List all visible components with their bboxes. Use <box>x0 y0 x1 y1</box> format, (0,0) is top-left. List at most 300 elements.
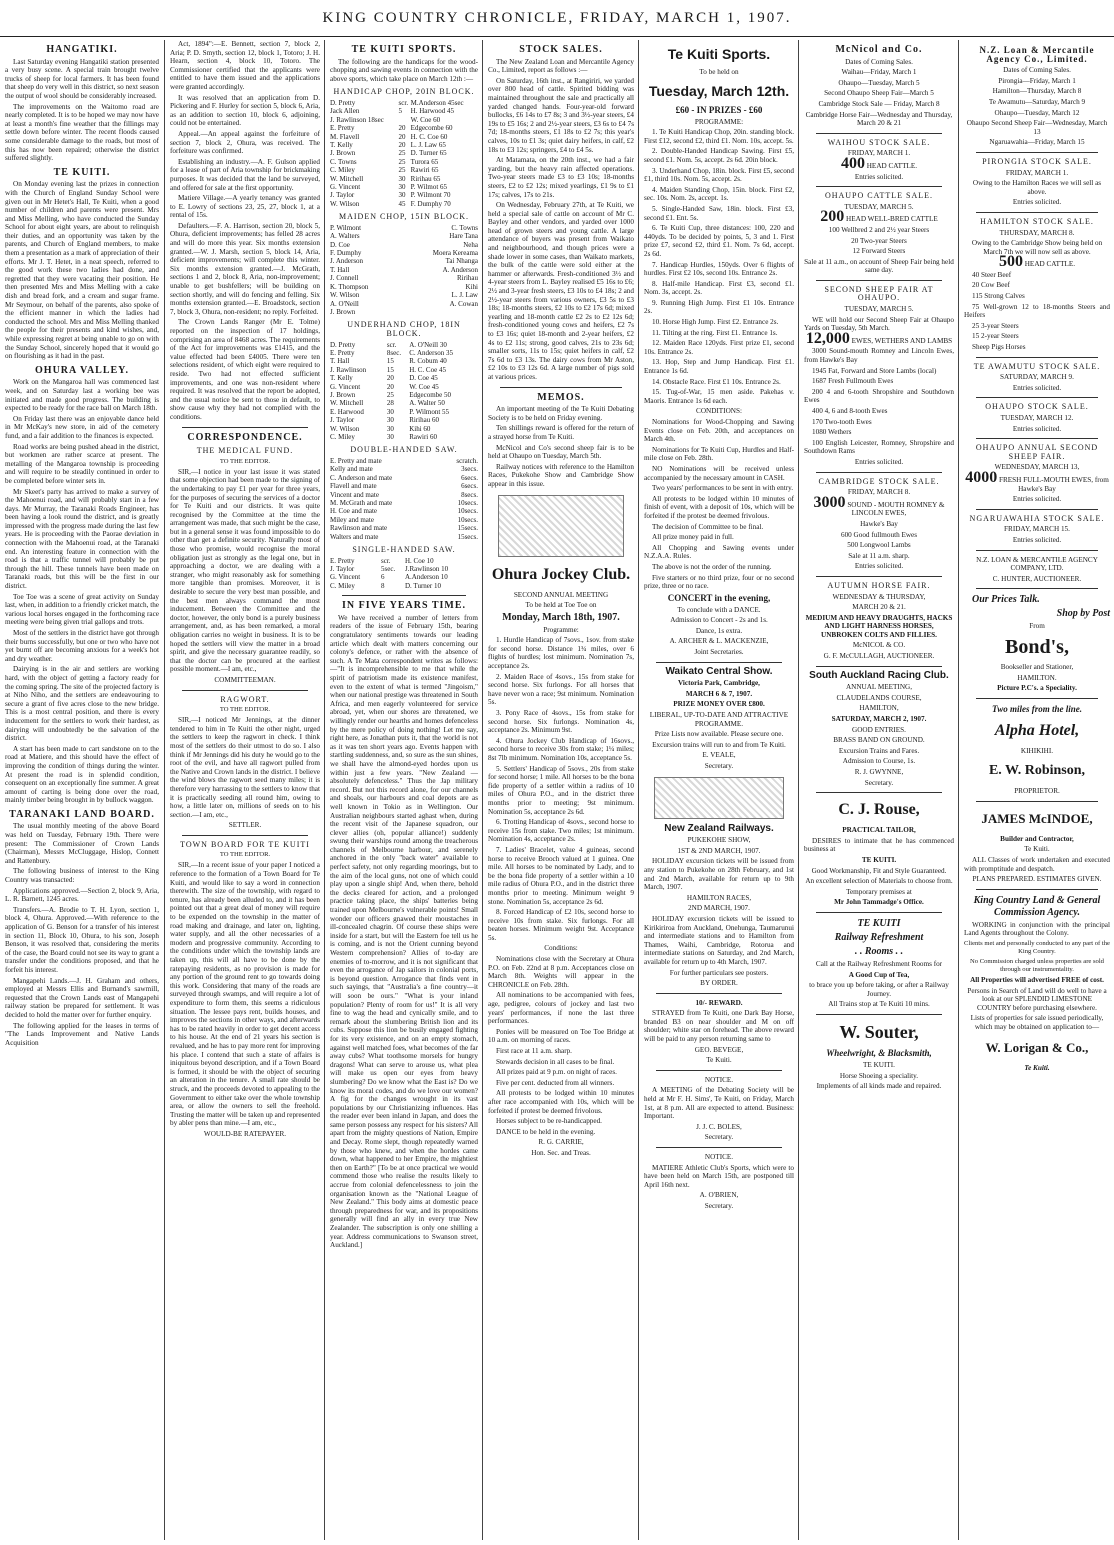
ohura-secretary: R. G. CARRIE, <box>538 1138 584 1147</box>
table-cell: Edgecombe 50 <box>409 390 451 399</box>
refreshment-title-3: . . Rooms . . <box>854 945 904 957</box>
paragraph: Sheep Pigs Horses <box>972 343 1026 352</box>
paragraph: 2. Double-Handed Handicap Sawing. First £5, second £1. Nom. 5s, accept. 2s 6d. 20in block. <box>644 147 794 164</box>
table-cell: E. Pretty <box>330 556 355 565</box>
entries-solicited: Entries solicited. <box>854 172 904 181</box>
sports-intro: The following are the handicaps for the wood-chopping and sawing events in connection with the above sports, which take place on March 12th :— <box>330 57 478 83</box>
reward-signature: GEO. BEVEGE, <box>694 1045 744 1054</box>
table-row <box>330 465 478 473</box>
paragraph: Horses subject to be re-handicapped. <box>496 1117 602 1126</box>
refreshment-title-2: Railway Refreshment <box>834 931 924 943</box>
paragraph: 1. Hurdle Handicap of 7sovs., 1sov. from stake for second horse. Distance 1¾ miles, over 6 flights of hurdles; lost minimum. Nomination 7s, acceptance 2s. <box>488 636 634 671</box>
paragraph: Ohaupo—Tuesday, March 12 <box>994 108 1080 117</box>
waikato-line: LIBERAL, UP-TO-DATE AND ATTRACTIVE PROGRAMME. <box>649 711 789 728</box>
paragraph: 1. Te Kuiti Handicap Chop, 20in. standing block. First £12, second £2, third £1. Nom. 10s, accept. 5s. <box>644 128 794 145</box>
table-row <box>330 573 478 581</box>
nzloan-title: N.Z. Loan & Mercantile Agency Co., Limited. <box>979 45 1095 64</box>
table-row <box>330 457 478 465</box>
paragraph: An important meeting of the Te Kuiti Debating Society is to be held on Friday evening. <box>488 405 634 422</box>
held-label: To be held on <box>699 68 739 76</box>
table-cell: 8 <box>381 581 385 590</box>
paragraph: A start has been made to cart sandstone on to the road at Matiere, and this should have the effect of improving the condition of things during the winter. At present the road is in splendid condition, consequent on an exceptionally fine summer. A great amount of carting is being done over the road, mainly timber being brought in by bullock waggon. <box>5 744 159 805</box>
paragraph: Ohaupo Second Sheep Fair—Wednesday, March 13 <box>966 119 1108 136</box>
table-cell: 3secs. <box>461 465 478 474</box>
table-cell: Walters and mate <box>330 532 379 541</box>
hamilton-count: 500 <box>998 253 1023 271</box>
ohaupo-item: HEAD WELL-BRED CATTLE <box>846 215 938 224</box>
cambridge-item: SOUND - MOUTH ROMNEY & LINCOLN EWES, <box>847 500 945 518</box>
table-cell: 30 <box>386 432 394 441</box>
waikato-show-title: Waikato Central Show. <box>665 665 773 677</box>
table-cell: 20 <box>398 141 406 149</box>
waikato-secretary: E. VEALE, <box>702 751 736 760</box>
alpha-hotel-name: Alpha Hotel, <box>994 721 1080 739</box>
table-row <box>330 582 478 590</box>
table-cell: J. Brown <box>330 149 356 158</box>
paragraph: Road works are being pushed ahead in the district, but workmen are rather scarce at present. The metalling of the Mangaroa township is proceeding and will require to be steadily continued in order to be completed before winter sets in. <box>5 442 159 485</box>
paragraph: 3. Pony Race of 4sovs., 15s from stake for second horse. Six furlongs. Nomination 4s, acceptance 2s. Minimum 9st. <box>488 709 634 735</box>
cambridge-date: FRIDAY, MARCH 8. <box>847 488 911 497</box>
signature: WOULD-BE RATEPAYER. <box>203 1129 287 1138</box>
entries-solicited: Entries solicited. <box>854 562 904 571</box>
table-cell: C. Miley <box>330 581 355 590</box>
sports-programme <box>644 128 794 405</box>
concert-secretaries-role: Joint Secretaries. <box>694 648 744 657</box>
divider <box>976 889 1098 890</box>
table-cell: 8sec. <box>386 348 402 357</box>
table-cell: Vincent and mate <box>330 490 379 499</box>
table-row <box>330 149 478 157</box>
paragraph: 500 Longwool Lambs <box>847 541 911 550</box>
paragraph: Five per cent. deducted from all winners. <box>496 1078 615 1087</box>
divider <box>500 387 622 388</box>
paragraph: Five starters or no third prize, four or no second prize, three or no race. <box>644 573 794 591</box>
table-cell: 10secs. <box>457 499 478 507</box>
hamilton-races-notice: HOLIDAY excursion tickets will be issued to Kirikiriroa from Auckland, Onehunga, Taumarunui and intermediate stations and to Hamilton from Thames, Waihi, Cambridge, Rotorua and intermediate stations on Saturday, and 2nd March, available for return up to 4th March, 1907. <box>644 914 794 966</box>
concert-admission: Admission to Concert - 2s and 1s. <box>670 616 768 625</box>
table-row <box>330 166 478 174</box>
ohaupo-fair-item: FRESH FULL-MOUTH EWES, from Hawke's Bay <box>998 475 1109 493</box>
heading-medical-fund: THE MEDICAL FUND. <box>196 446 294 456</box>
paragraph: 5. Single-Handed Saw, 18in. block. First £3, second £1. Ent. 5s. <box>644 204 794 222</box>
table-cell: W. Coe 60 <box>410 115 441 124</box>
table-cell: Ririhau 60 <box>409 416 439 425</box>
table-cell: W. Mitchell <box>330 399 364 408</box>
racing-meeting: ANNUAL MEETING, <box>845 683 912 692</box>
divider <box>656 1147 782 1148</box>
ohaupo-count: 200 <box>820 208 845 226</box>
table-cell: 20 <box>398 132 406 141</box>
paragraph: 2. Maiden Race of 4sovs., 15s from stake for second horse. Six furlongs. For all horses that have never won a race; 9st minimum. Nomination 5s. <box>488 672 634 707</box>
rouse-office: Mr John Tammadge's Office. <box>834 898 924 907</box>
mcnicol-signature: McNICOL & CO. <box>852 641 906 650</box>
heading-single-saw: SINGLE-HANDED SAW. <box>352 545 456 555</box>
paragraph: 1080 Wethers <box>812 428 852 437</box>
divider <box>976 212 1098 213</box>
ohura-jockey-club-title: Ohura Jockey Club. <box>491 565 631 583</box>
pukekohe-show: PUKEKOHE SHOW, <box>687 836 751 845</box>
racing-secretary: R. J. GWYNNE, <box>854 768 904 776</box>
race-horses-illustration <box>498 495 624 557</box>
racing-entries: GOOD ENTRIES. <box>852 725 906 734</box>
stock-sales-body <box>488 58 634 382</box>
table-row <box>330 158 478 166</box>
racing-secretary-role: Secretary. <box>864 778 894 787</box>
paragraph: Nominations for Wood-Chopping and Sawing Events close on Feb. 20th, and acceptances on March 4th. <box>644 418 794 444</box>
pukekohe-date: 1ST & 2ND MARCH, 1907. <box>677 846 761 855</box>
table-row <box>330 116 478 124</box>
heading-ragwort: RAGWORT. <box>220 694 270 704</box>
town-board-letter: SIR,—In a recent issue of your paper I noticed a reference to the formation of a Town Board for Te Kuiti, and would like to say a word in connection therewith. The size of the township, with regard to tenure, has already been alluded to, and it has been pointed out that a great deal of money will require to be expended on the township in the matter of road making and drainage, and later on, lighting, water supply, and all the other necessaries of a modern and progressive community. According to the conditions under which the township lands are taken up, this will all have to be done by the ratepaying residents, as no provision is made for any portion of the ground rent to go towards doing this work. Considering that many of the roads are surveyed through swamps, and will require a lot of expenditure to form them, this seems a ridiculous situation. The lessee pays rent, builds houses, and improves the sections in other ways, and afterwards has to be rated heavily in order to get decent access to his house. At the end of 21 years his section is revalued, and he has to pay more rent for improving his place. I contend that such a state of affairs is iniquitous beyond description, and if a Town Board is formed, it should be with the object of securing an alteration in the tenure. A small rate should be struck, and the proceeds devoted to appealing to the Government to either take over the whole township area, or allow the owners to sell the freehold. Trusting the matter will be taken up and represented by abler pens than mine.—I am, etc., <box>170 861 320 1128</box>
kcl-title: King Country Land & General Commission Agency. <box>973 894 1101 918</box>
rouse-body-3: An excellent selection of Materials to choose from. <box>805 877 953 886</box>
waihou-sale-title: WAIHOU STOCK SALE. <box>827 137 931 147</box>
divider <box>976 152 1098 153</box>
waihou-count: 400 <box>840 154 865 172</box>
heading-maiden-chop: MAIDEN CHOP, 15IN BLOCK. <box>338 212 469 222</box>
paragraph: 6. Te Kuiti Cup, three distances: 100, 220 and 440yds. To be decided by points, 5, 3 and 1. First prize £7, second £2, third £1. Nom. 7s 6d, accept. 2s 6d. <box>644 224 794 258</box>
taranaki-body <box>5 822 159 1047</box>
table-row <box>330 516 478 524</box>
lorigan-town: Te Kuiti. <box>1024 1063 1050 1072</box>
paragraph: McNicol and Co's second sheep fair is to be held at Ohaupo on Tuesday, March 5th. <box>488 443 634 461</box>
alpha-town: KIHIKIHI. <box>1020 746 1054 755</box>
reward-body: STRAYED from Te Kuiti, one Dark Bay Horse, branded B3 on near shoulder and M on off shoulder; white star on forehead. The above reward will be paid to any person returning same to <box>644 1009 794 1044</box>
table-cell: J. Taylor <box>330 565 355 574</box>
concert-secretaries: A. ARCHER & L. MACKENZIE, <box>669 637 769 646</box>
table-row <box>330 433 478 441</box>
paragraph: First race at 11 a.m. sharp. <box>496 1047 572 1055</box>
paragraph: The New Zealand Loan and Mercantile Agency Co., Limited, report as follows :— <box>488 57 634 75</box>
table-cell: P. Wilmont 70 <box>410 191 451 200</box>
table-cell: D. Turner 65 <box>410 149 447 158</box>
table-cell: H. C. Coe 60 <box>410 132 448 141</box>
table-cell: 45 <box>398 199 406 208</box>
paragraph: Hamilton—Thursday, March 8 <box>992 87 1082 96</box>
paragraph: The following business of interest to the King Country was transacted: <box>5 867 159 885</box>
paragraph: Mr Skeet's party has arrived to make a survey of the Mahoenui road, and will probably start in a few days. Mr Murray, the Taranaki Roads Engineer, has been having a look round the district, and is greatly impressed with the progress made during the last few years. He is proceeding with the Paorae deviation in connection with the Mahoenui road, at the Taranaki end. An interesting feature in connection with the road is that a traffic tunnel will probably be put through the hill. These tunnels have been made on Taranaki roads, but this will be the first in our district. <box>5 487 159 591</box>
dates-label: Dates of Coming Sales. <box>1003 66 1071 75</box>
divider <box>816 1014 942 1015</box>
tekuiti-body <box>5 180 159 360</box>
table-cell: Flavell and mate <box>330 482 377 491</box>
table-cell: Tai Nhanga <box>445 257 478 266</box>
table-row <box>330 266 478 274</box>
rouse-body-4: Temporary premises at <box>846 887 912 896</box>
autumn-body: MEDIUM AND HEAVY DRAUGHTS, HACKS AND LIGHT HARNESS HORSES, UNBROKEN COLTS AND FILLIES. <box>805 613 953 639</box>
table-cell: A. Walters <box>330 232 360 241</box>
ohaupo-date: TUESDAY, MARCH 5. <box>844 202 914 211</box>
table-row <box>330 474 478 482</box>
table-cell: J. Connell <box>330 274 359 283</box>
souter-body: Horse Shoeing a speciality. <box>839 1071 919 1080</box>
ohaupo-fair-date: WEDNESDAY, MARCH 13, <box>994 463 1080 472</box>
nzloan-auctioneer: C. HUNTER, AUCTIONEER. <box>992 574 1082 583</box>
table-cell: F. Dumphy <box>330 249 362 258</box>
bonds-speciality: Picture P.C's. a Speciality. <box>997 684 1077 693</box>
table-row <box>330 425 478 433</box>
maiden-chop-table <box>330 224 478 316</box>
concert-heading: CONCERT in the evening, <box>667 592 771 603</box>
table-cell: scr. <box>398 98 409 107</box>
rouse-body-2: Good Workmanship, Fit and Style Guaranteed. <box>811 866 947 875</box>
table-cell: J. Rawlinson <box>330 365 367 374</box>
table-cell: G. Vincent <box>330 183 361 192</box>
waikato-place: Victoria Park, Cambridge, <box>678 679 760 688</box>
table-cell: C. Anderson 35 <box>409 348 453 357</box>
rail-particulars: For further particulars see posters. <box>669 968 769 977</box>
column-4 <box>482 40 639 1540</box>
table-cell: 25 <box>398 149 406 158</box>
paragraph: All prize money paid in full. <box>652 533 734 542</box>
table-cell: H. Harwood 45 <box>410 107 455 116</box>
table-row <box>330 124 478 132</box>
table-cell: A. O'Neill 30 <box>409 340 447 349</box>
paragraph: All protests to be lodged within 10 minutes of finish of event, with a deposit of 10s, which will be forfeited if the protest be deemed frivolous. <box>644 494 794 520</box>
table-cell: J. Brown <box>330 390 356 399</box>
pukekohe-notice: HOLIDAY excursion tickets will be issued from any station to Pukekohe on 28th February, and 1st and 2nd March, available for return up to 9th March, 1907. <box>644 857 794 892</box>
table-cell: T. Kelly <box>330 374 353 383</box>
paragraph: Nominations close with the Secretary at Ohura P.O. on Feb. 22nd at 8 p.m. Acceptances close on March 8th. Weights will appear in the CHRONICLE on Feb. 28th. <box>488 955 634 989</box>
paragraph: 4. Ohura Jockey Club Handicap of 16sovs., second horse to receive 30s from stake; 1¼ miles; 8st 7lb minimum. Nomination 10s, acceptance 5s. <box>488 736 634 762</box>
hangatiki-body <box>5 58 159 163</box>
mcindoe-body-2: PLANS PREPARED. ESTIMATES GIVEN. <box>972 875 1102 884</box>
racing-club-title: South Auckland Racing Club. <box>809 669 949 681</box>
table-cell: 5sec. <box>381 565 396 574</box>
rouse-body: DESIRES to intimate that he has commenced business at <box>804 836 954 854</box>
racing-town: HAMILTON, <box>859 704 899 713</box>
table-cell: D. Pretty <box>330 340 356 349</box>
paragraph: Matiere Village.—A yearly tenancy was granted to E. Lowry of sections 23, 25, 27, block 1, at a rental of 15s. <box>170 194 320 220</box>
table-cell: C. Towns <box>451 223 478 232</box>
bonds-town: HAMILTON. <box>1017 673 1057 682</box>
paragraph: The Crown Lands Ranger (Mr E. Tolme) reported on the inspection of 17 holdings, comprising an area of 8468 acres. The requirements of the Act for improvements was £1415, and the value effected had been £4005. There were ten selections resident, of which eight were required to reside. Two had not effected sufficient improvements, and one was non-resident where required. It was resolved that the report be adopted, and the usual notice be sent to those in default, to show cause why they had not complied with the conditions. <box>170 318 320 421</box>
souter-trade: Wheelwright, & Blacksmith, <box>826 1047 932 1058</box>
table-cell: Neha <box>463 240 478 249</box>
entries-solicited: Entries solicited. <box>854 457 904 466</box>
mcindoe-name: JAMES McINDOE, <box>981 810 1093 826</box>
heading-town-board: TOWN BOARD FOR TE KUITI <box>180 839 310 849</box>
railways-title: New Zealand Railways. <box>664 822 774 834</box>
paragraph: 10. Horse High Jump. First £2. Entrance 2s. <box>652 318 779 327</box>
mcindoe-trade: Builder and Contractor, <box>1000 834 1074 843</box>
waikato-line: Excursion trains will run to and from Te Kuiti. <box>652 740 786 749</box>
paragraph: 115 Strong Calves <box>972 292 1025 301</box>
column-6 <box>798 40 959 1540</box>
medical-letter: SIR,—I notice in your last issue it was stated that some objection had been made to the signing of the undertaking to pay £1 per year for three years, for the purposes of securing the services of a doctor for Te Kuiti and our districts. It was quite recognised by the Committee at the time the arrangement was made, that such might be the case, but in a general sense it was found impossible to do other than get a definite security. Naturally most of those who promise, would recognise the moral obligation just as strongly as the legal one, but in approaching a doctor, we are dealing with a stranger, who might reasonably ask for something more tangible than promises. Moreover, it is desirable to secure the very best man possible, and the best men always command the most inducement. Between the Committee and the doctor, however, the only bond is a purely business arrangement, and, as has been remarked, a moral obligation carries no weight in business. It is to be hoped the settlers will view the matter in a broad spirit, and give the necessary guarantee readily, so that the doctor can be procured at the earliest possible moment.—I am, etc., <box>170 467 320 674</box>
table-row <box>330 507 478 515</box>
table-cell: Hare Tana <box>449 232 478 241</box>
paragraph: Ponies will be measured on Toe Toe Bridge at 10 a.m. on morning of races. <box>488 1027 634 1045</box>
double-saw-table <box>330 457 478 541</box>
table-row <box>330 308 478 316</box>
table-cell: 20 <box>386 374 394 383</box>
divider <box>816 576 942 577</box>
table-cell: Edgecombe 60 <box>410 124 453 133</box>
divider <box>656 1070 782 1071</box>
table-row <box>330 300 478 308</box>
cambridge-count: 3000 <box>813 493 846 511</box>
paragraph: Cambridge Horse Fair—Wednesday and Thursday, March 20 & 21 <box>805 110 953 128</box>
divider <box>816 280 942 281</box>
mcindoe-town: Te Kuiti. <box>1024 845 1050 854</box>
table-cell: 6secs. <box>461 473 478 482</box>
table-row <box>330 341 478 349</box>
sheep-fair-date: TUESDAY, MARCH 5. <box>844 305 914 314</box>
divider <box>816 472 942 473</box>
mcnicol-title: McNicol and Co. <box>835 44 923 55</box>
concert-sub: To conclude with a DANCE. <box>677 605 761 614</box>
paragraph: All protests to be lodged within 10 minutes after race accompanied with 10s, which will be forfeited if protest be deemed frivolous. <box>488 1089 634 1115</box>
paragraph: 8. Forced Handicap of £2 10s, second horse to receive 10s from stake. Six furlongs. For all beaten horses. Minimum weight 9st. Acceptance 5s. <box>488 908 634 942</box>
table-cell: P. Wilmont <box>330 223 362 232</box>
single-saw-table <box>330 557 478 591</box>
tekuiti-sports-ad-title: Te Kuiti Sports. <box>667 46 771 62</box>
paragraph: 1945 Fat, Forward and Store Lambs (local) <box>812 366 937 375</box>
autumn-date: WEDNESDAY & THURSDAY, <box>832 592 926 601</box>
table-cell: L. J. Law 65 <box>410 141 446 149</box>
alpha-tagline: Two miles from the line. <box>992 703 1082 714</box>
table-cell: W. Wilson <box>330 424 360 433</box>
paragraph: 14. Obstacle Race. First £1 10s. Entrance 2s. <box>652 377 781 386</box>
kcl-body-3: No Commission charged unless properties are sold through our instrumentality. <box>970 958 1104 974</box>
kcl-body-2: Clients met and personally conducted to any part of the King Country. <box>964 940 1110 956</box>
table-cell: J. Brown <box>330 307 356 316</box>
table-cell: Rawiri 60 <box>409 432 438 441</box>
ngaruawahia-date: FRIDAY, MARCH 15. <box>1004 525 1070 534</box>
rouse-trade: PRACTICAL TAILOR, <box>842 826 916 835</box>
paragraph: Establishing an industry.—A. F. Gulson applied for a lease of part of Aria township for brickmaking purposes. It was decided that the land be surveyed, and offered for sale at the first opportunity. <box>170 157 320 192</box>
waikato-date: MARCH 6 & 7, 1907. <box>685 689 753 698</box>
paragraph: 1687 Fresh Fullmouth Ewes <box>812 377 894 386</box>
dates-label: Dates of Coming Sales. <box>845 57 913 66</box>
prizes-banner: £60 - IN PRIZES - £60 <box>675 104 763 115</box>
heading-correspondence: CORRESPONDENCE. <box>187 431 303 443</box>
waihou-date: FRIDAY, MARCH 1. <box>847 149 911 158</box>
table-cell: H. C. Coe 45 <box>409 365 446 374</box>
souter-town: TE KUITI. <box>863 1060 895 1069</box>
souter-name: W. Souter, <box>839 1021 919 1042</box>
divider <box>976 588 1098 589</box>
notice-heading: NOTICE. <box>704 1075 734 1084</box>
paragraph: The decision of Committee to be final. <box>652 522 764 531</box>
paragraph: 20 Two-year Steers <box>851 236 907 245</box>
sheep-count: 12,000 <box>805 329 850 347</box>
table-cell: C. Miley <box>330 432 355 441</box>
concert-dance: Dance, 1s extra. <box>695 626 743 635</box>
signature: SETTLER. <box>228 821 262 830</box>
divider <box>816 792 942 793</box>
sports-date: Tuesday, March 12th. <box>648 82 790 99</box>
paragraph: Toe Toe was a scene of great activity on Sunday last, when, in addition to a friendly cricket match, the various local horses engaged in the forthcoming race meeting were being given trial gallops and trots. <box>5 592 159 627</box>
ohura-date: Monday, March 18th, 1907. <box>502 611 620 623</box>
paragraph: Ngaruawahia—Friday, March 15 <box>989 138 1085 147</box>
paragraph: It was resolved that an application from D. Pickering and F. Hurley for section 5, block 6, Aria, as an addition to section 10, block 6, adjoining, could not be entertained. <box>170 93 320 128</box>
divider <box>342 595 466 596</box>
table-row <box>330 416 478 424</box>
bonds-tagline-2: Shop by Post <box>1056 608 1110 620</box>
table-cell: C. Anderson and mate <box>330 473 393 482</box>
paragraph: The above is not the order of the running. <box>652 562 772 571</box>
column-2 <box>164 40 325 1540</box>
paragraph: On Monday evening last the prizes in connection with the Church of England Sunday School were given out in Mr Hetet's Hall, Te Kuiti, when a good number of children and parents were present. Mrs and Miss Melling, who have conducted the Sunday School for about eight years, are about to relinquish their duties, and an opportunity was taken by the parents, and Church of England members, to make them a presentation as a mark of appreciation of their efforts. Mr J. T. Hetet, in a neat speech, referred to the good work these two ladies had done, and regretted that they were vacating their position. He then presented Mrs and Miss Melling with a cake dish and bread fork, and a cream and sugar frame. Mr Seymour, on behalf of the parents, also spoke of the efficient manner in which the ladies had conducted the school. Mrs and Miss Melling thanked the people for their presents and kind wishes, and, while expressing regret at being unable to go on with the Sunday School, sincerely hoped that it would go on flourishing as it had in the past. <box>5 180 159 361</box>
hamilton-date: THURSDAY, MARCH 8. <box>999 228 1075 237</box>
paragraph: 11. Tilting at the ring. First £1. Entrance 1s. <box>652 328 778 337</box>
paragraph: 12 Forward Steers <box>852 247 906 256</box>
table-row <box>330 524 478 532</box>
paragraph: Stewards decision in all cases to be final. <box>496 1057 615 1066</box>
heading-memos: MEMOS. <box>537 391 585 403</box>
paragraph: 100 Wellbred 2 and 2½ year Steers <box>828 225 930 234</box>
sheep-lines <box>804 347 954 456</box>
underhand-chop-table <box>330 341 478 442</box>
table-cell: E. Pretty <box>330 124 355 133</box>
heading-ohura-valley: OHURA VALLEY. <box>35 364 129 376</box>
table-row <box>330 107 478 115</box>
divider <box>976 438 1098 439</box>
teawamutu-title: TE AWAMUTU STOCK SALE. <box>973 361 1101 371</box>
heading-tekuiti: TE KUITI. <box>53 166 111 178</box>
rail-by-order: BY ORDER. <box>700 979 738 988</box>
table-cell: A. O'Neill <box>330 299 359 308</box>
paragraph: Applications approved.—Section 2, block 9, Aria, L. R. Barnett, 1245 acres. <box>5 886 159 904</box>
table-cell: J.Rawlinson 10 <box>405 565 449 574</box>
table-cell: D. Coe 45 <box>409 374 438 383</box>
paragraph: Pirongia—Friday, March 1 <box>998 76 1076 85</box>
table-cell: 20 <box>398 124 406 133</box>
table-cell: H. Coe 10 <box>405 556 434 565</box>
paragraph: Ohaupo—Tuesday, March 5 <box>838 78 920 87</box>
divider <box>976 509 1098 510</box>
sheep-fair-body: WE will hold our Second Sheep Fair at Ohaupo Yards on Tuesday, 5th March. <box>804 315 954 333</box>
table-cell: J. Anderson <box>330 257 364 266</box>
ohaupo-date: TUESDAY, MARCH 12. <box>1000 414 1074 422</box>
ohura-programme-label: Programme: <box>543 625 579 634</box>
table-cell: G. Vincent <box>330 573 361 582</box>
table-cell: P. Wilmont 55 <box>409 407 450 416</box>
kcl-body-5: Persons in Search of Land will do well to have a look at our SPLENDID LIMESTONE COUNTRY before purchasing elsewhere. <box>967 986 1107 1012</box>
bonds-trade: Bookseller and Stationer, <box>1000 662 1074 671</box>
paragraph: 100 English Leicester, Romney, Shropshire and Southdown Rams <box>804 438 954 456</box>
racing-trains: Excursion Trains and Fares. <box>838 746 920 755</box>
table-cell: Moera Kereama <box>432 249 478 258</box>
paragraph: 40 Steer Beef <box>972 270 1012 279</box>
table-cell: A.Anderson 10 <box>405 573 448 582</box>
table-cell: 30 <box>386 416 394 425</box>
racing-date: SATURDAY, MARCH 2, 1907. <box>831 715 927 724</box>
table-row <box>330 249 478 257</box>
paragraph: Act, 1894":—E. Bennett, section 7, block 2, Aria; P. D. Smyth, section 12, block 1, Totoro; J. H. Hearn, section 4, block 10, Totoro. The Commissioner certified that the applicants were entitled to have them issued and the applications were granted accordingly. <box>170 40 320 91</box>
table-cell: T. Hall <box>330 357 350 366</box>
paragraph: 400 4, 6 and 8-tooth Ewes <box>812 407 888 415</box>
divider <box>976 550 1098 551</box>
heading-taranaki-land-board: TARANAKI LAND BOARD. <box>9 808 155 820</box>
table-cell: 20 <box>386 382 394 391</box>
table-cell: C. Miley <box>330 166 355 175</box>
table-cell: Kihi <box>465 282 478 291</box>
autumn-fair-title: AUTUMN HORSE FAIR. <box>827 580 931 590</box>
hamilton-title: HAMILTON STOCK SALE. <box>980 216 1094 226</box>
five-years-body: We have received a number of letters from readers of the issue of February 15th, bearing congratulatory sentiments towards our leading article which dealt with matters concerning our colony's defence, or rather with the absence of such. A Te Mata correspondent writes as follows:—"It is incomprehensible to me that while the spirit of patriotism made its existence manifest, even to the extent of what is termed "Jingoism," when our national prestige was threatened in South Africa, and men eagerly volunteered for service abroad, yet, when our shores are threatened, we willingly render our hearths and homes defenceless by the mere policy of doing nothing! Let me say, right here, as Jonathan puts it, that the world is not as it was ten short years ago. Events happen with startling suddenness, and, so sure as the sun shines, we shall have the almond-eyed hordes upon us within just a few years. "New Zealand — absolutely defenceless." Thus the Jap military record. But not this record alone, for our channels and shoals, our harbours and coal depots are as well known in Tokio as in Wellington. Our Australian neighbours started aghast when, during the recent visit of the Japanese squadron, our clever allies (oh, popular alliance!) suddenly swung their warships round among the treacherous channels of Melbourne harbour, and serenely anchored in the only "back water" available to perfect safety, not only regarding moorings, but to the aim of the local guns, not one of which could play upon a single ship! And, when there, behold the decks cleared for action, and a prolonged practice taking place, the ships' batteries being trained upon Melbourne's vulnerable points! Small wonder our officers gnawed their moustaches in ill-concealed chagrin. Of course these ships were inside for a start, but will the Eastern foe tell us he is coming, and is not the Orient cunning beyond Western comprehension? Allies of to-day are enemies of to-morrow, and it is not significant that even the arrogance of Jap sailors in colonial ports, is beyond question. Arrogance that finds vent in such sayings, that "Australia's a fine country—it will soon be ours." "What is your inland population? Plenty of room for us!" It is all very fine to wag the head and cynically smile, and to remark about the slumbering British lion and its cubs. Suppose this lion be busily engaged fighting for its very existence, and on an empty stomach, against well matched foes, what becomes of the far away cubs? What toothsome morsels for hungry dragons! What can serve to arouse us, what plea will make us open our eyes from heavy slumbering? Do we know what the East is? Do we know its moral codes, and do we love our women? A fig for the changes wrought in its vast populations by our Christianizing influences. Has the reader ever been inland in Japan, and does the same person possess any respect for his sisters? All apart from the mighty questions of Nation, Empire and Decay. Rome slept, though repeatedly warned by those who knew, and when the hordes came down, what happened to her Empire, the mightiest then on Earth?" [To be at once practical we would commend those who realise the results likely to accrue from colonial defencelessness to join the organisation known as the "National League of New Zealand." This body aims at domestic peace through preparedness for war, and its propositions generally will find an ally in every true New Zealander. The subscription is only one shilling a year. Address communications to Swanson street, Auckland.] <box>330 613 478 1250</box>
table-cell: L. J. Law <box>451 291 478 300</box>
heading-double-saw: DOUBLE-HANDED SAW. <box>350 445 458 455</box>
cambridge-sale-title: CAMBRIDGE STOCK SALE. <box>818 476 940 486</box>
ohaupo-cattle-title: OHAUPO CATTLE SALE. <box>824 191 934 201</box>
table-cell: Turora 65 <box>410 157 439 166</box>
table-cell: J. Taylor <box>330 191 355 200</box>
divider <box>816 912 942 913</box>
waikato-secretary-role: Secretary. <box>704 762 734 770</box>
